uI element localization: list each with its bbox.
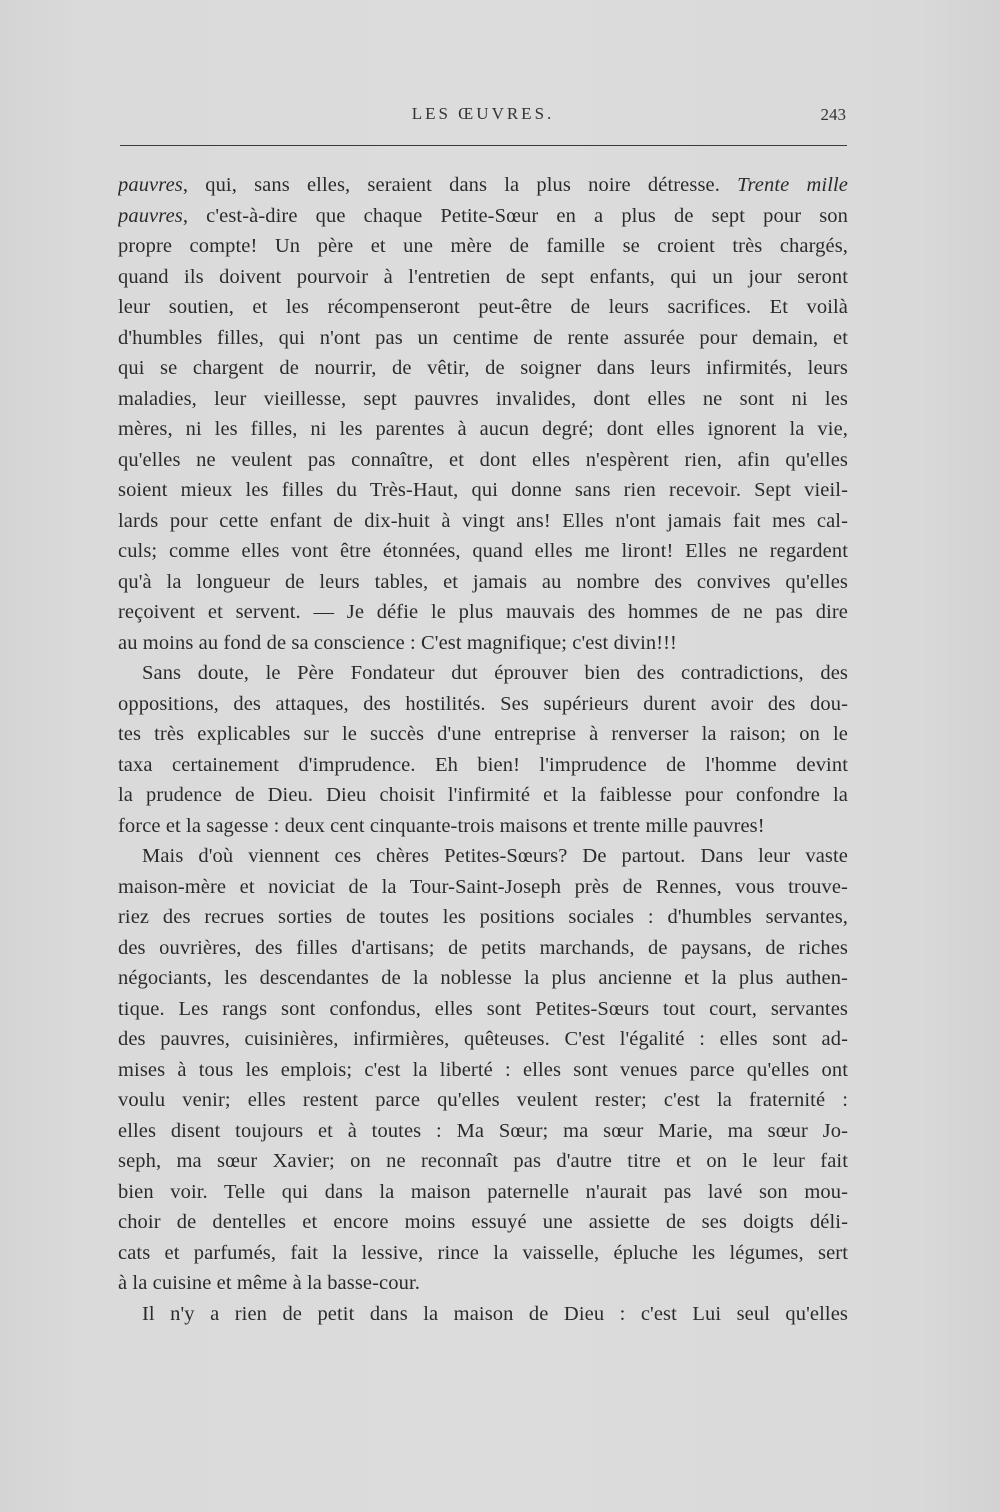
text-line: [118, 1177, 848, 1208]
text-run: lards pour cette enfant de dix-huit à vingt ans! Elles n'ont jamais fait mes cal-: [118, 509, 848, 532]
text-run: d'humbles filles, qui n'ont pas un centime de rente assurée pour demain, et: [118, 326, 848, 349]
text-run: qu'à la longueur de leurs tables, et jamais au nombre des convives qu'elles: [118, 570, 848, 593]
text-run: riez des recrues sorties de toutes les positions sociales : d'humbles servantes,: [118, 906, 848, 928]
text-run: , c'est-à-dire que chaque Petite-Sœur en a plus de sept pour son: [182, 204, 848, 227]
text-run: oppositions, des attaques, des hostilités. Ses supérieurs durent avoir des dou-: [118, 692, 848, 715]
page-number: 243: [820, 105, 846, 124]
text-run: au moins au fond de sa conscience : C'est magnifique; c'est divin!!!: [118, 631, 677, 654]
text-run: la prudence de Dieu. Dieu choisit l'infirmité et la faiblesse pour confondre la: [118, 784, 848, 806]
text-run: qui se chargent de nourrir, de vêtir, de soigner dans leurs infirmités, leurs: [118, 357, 848, 379]
text-run: mises à tous les emplois; c'est la liberté : elles sont venues parce qu'elles ont: [118, 1058, 848, 1081]
text-line: [118, 933, 848, 964]
text-run: des pauvres, cuisinières, infirmières, quêteuses. C'est l'égalité : elles sont ad-: [118, 1028, 848, 1050]
text-line: [118, 780, 848, 811]
text-line: [118, 536, 848, 567]
text-run: mères, ni les filles, ni les parentes à aucun degré; dont elles ignorent la vie,: [118, 418, 848, 440]
text-line: [118, 170, 848, 201]
text-run: leur soutien, et les récompenseront peut-être de leurs sacrifices. Et voilà: [118, 296, 848, 318]
text-line: [118, 1268, 848, 1299]
text-line: [118, 1238, 848, 1269]
text-run: Il n'y a rien de petit dans la maison de Dieu : c'est Lui seul qu'elles: [142, 1302, 848, 1325]
text-line: [118, 597, 848, 628]
text-line: [118, 902, 848, 933]
text-line: [118, 719, 848, 750]
text-line: [118, 353, 848, 384]
text-run: tes très explicables sur le succès d'une entreprise à renverser la raison; on le: [118, 723, 848, 745]
text-line: [118, 1024, 848, 1055]
text-line: [118, 384, 848, 415]
text-run: elles disent toujours et à toutes : Ma Sœur; ma sœur Marie, ma sœur Jo-: [118, 1119, 848, 1142]
text-line: [118, 872, 848, 903]
text-run: force et la sagesse : deux cent cinquante-trois maisons et trente mille pauvres!: [118, 814, 765, 837]
text-line: [118, 475, 848, 506]
text-line: [118, 1207, 848, 1238]
text-run: tique. Les rangs sont confondus, elles sont Petites-Sœurs tout court, servantes: [118, 997, 848, 1020]
text-line: [118, 567, 848, 598]
text-run: bien voir. Telle qui dans la maison paternelle n'aurait pas lavé son mou-: [118, 1180, 848, 1203]
text-run: qu'elles ne veulent pas connaître, et dont elles n'espèrent rien, afin qu'elles: [118, 448, 848, 471]
text-line: [118, 323, 848, 354]
text-run: quand ils doivent pourvoir à l'entretien de sept enfants, qui un jour seront: [118, 265, 848, 288]
italic-text: Trente mille: [737, 174, 848, 196]
text-line: [118, 1055, 848, 1086]
text-run: voulu venir; elles restent parce qu'elles veulent rester; c'est la fraternité :: [118, 1089, 848, 1111]
text-run: des ouvrières, des filles d'artisans; de petits marchands, de paysans, de riches: [118, 936, 848, 959]
text-line: [118, 658, 848, 689]
text-line: [118, 841, 848, 872]
text-run: à la cuisine et même à la basse-cour.: [118, 1272, 420, 1294]
text-run: choir de dentelles et encore moins essuyé une assiette de ses doigts déli-: [118, 1211, 848, 1233]
text-run: négociants, les descendantes de la noblesse la plus ancienne et la plus authen-: [118, 967, 848, 989]
text-run: taxa certainement d'imprudence. Eh bien! l'imprudence de l'homme devint: [118, 753, 848, 776]
text-line: [118, 628, 848, 659]
header-rule: [120, 145, 847, 146]
running-head: [120, 104, 846, 128]
text-line: [118, 506, 848, 537]
text-run: propre compte! Un père et une mère de famille se croient très chargés,: [118, 235, 848, 257]
text-line: [118, 414, 848, 445]
text-run: Sans doute, le Père Fondateur dut éprouver bien des contradictions, des: [142, 662, 848, 684]
text-line: [118, 750, 848, 781]
text-line: [118, 811, 848, 842]
text-line: [118, 201, 848, 232]
text-line: [118, 1116, 848, 1147]
text-run: culs; comme elles vont être étonnées, quand elles me liront! Elles ne regardent: [118, 540, 848, 562]
text-run: soient mieux les filles du Très-Haut, qui donne sans rien recevoir. Sept vieil-: [118, 479, 848, 501]
text-run: Mais d'où viennent ces chères Petites-Sœurs? De partout. Dans leur vaste: [142, 845, 848, 867]
running-title: LES ŒUVRES.: [411, 104, 555, 123]
text-line: [118, 231, 848, 262]
text-run: maison-mère et noviciat de la Tour-Saint-Joseph près de Rennes, vous trouve-: [118, 875, 848, 898]
body-text: [118, 170, 848, 1329]
text-run: maladies, leur vieillesse, sept pauvres invalides, dont elles ne sont ni les: [118, 387, 848, 410]
text-line: [118, 1085, 848, 1116]
text-line: [118, 963, 848, 994]
text-run: reçoivent et servent. — Je défie le plus mauvais des hommes de ne pas dire: [118, 601, 848, 623]
text-run: seph, ma sœur Xavier; on ne reconnaît pas d'autre titre et on le leur fait: [118, 1150, 848, 1172]
text-line: [118, 445, 848, 476]
text-line: [118, 994, 848, 1025]
text-line: [118, 689, 848, 720]
text-line: [118, 262, 848, 293]
text-run: cats et parfumés, fait la lessive, rince la vaisselle, épluche les légumes, sert: [118, 1241, 848, 1264]
text-line: [118, 1146, 848, 1177]
text-line: [118, 1299, 848, 1330]
italic-text: pauvres: [118, 204, 183, 227]
text-run: , qui, sans elles, seraient dans la plus noire détresse.: [182, 174, 738, 196]
text-line: [118, 292, 848, 323]
italic-text: pauvres: [118, 174, 183, 196]
